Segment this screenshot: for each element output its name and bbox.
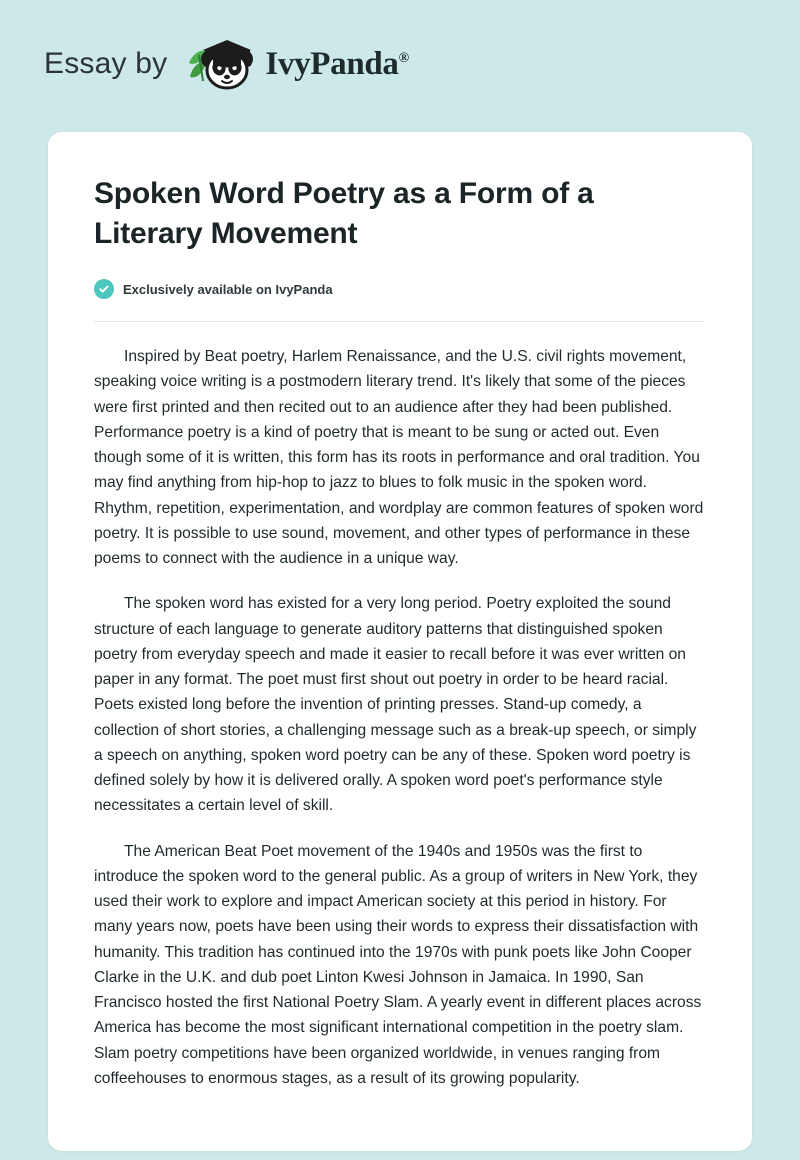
article-body [76, 344, 722, 1091]
document-card [48, 132, 752, 1151]
panda-graduate-icon [183, 33, 261, 95]
status-badge: Exclusively available on IvyPanda [123, 281, 333, 297]
paragraph: Inspired by Beat poetry, Harlem Renaissance, and the U.S. civil rights movement, speaking voice writing is a postmodern literary trend. It's likely that some of the pieces were first printed and then recited out to an audience after they had been published. Performance poetry is a kind of poetry that is meant to be sung or acted out. Even though some of it is written, this form has its roots in performance and oral tradition. You may find anything from hip-hop to jazz to blues to folk music in the spoken word. Rhythm, repetition, experimentation, and wordplay are common features of spoken word poetry. It is possible to use sound, movement, and other types of performance in these poems to connect with the audience in a unique way. [94, 348, 704, 568]
check-circle-icon [94, 279, 114, 299]
site-header [0, 0, 800, 90]
brand-name-text: IvyPanda [265, 45, 399, 82]
title-divider [94, 321, 704, 322]
brand-trademark: ® [398, 50, 409, 66]
paragraph: The American Beat Poet movement of the 1940s and 1950s was the first to introduce the spoken word to the general public. As a group of writers in New York, they used their work to explore and impact American society at this period in history. For many years now, poets have been using their words to express their dissatisfaction with humanity. This tradition has continued into the 1970s with punk poets like John Cooper Clarke in the U.K. and dub poet Linton Kwesi Johnson in Jamaica. In 1990, San Francisco hosted the first National Poetry Slam. A yearly event in different places across America has become the most significant international competition in the poetry slam. Slam poetry competitions have been organized worldwide, in venues ranging from coffeehouses to enormous stages, as a result of its growing popularity. [94, 842, 702, 1087]
exclusive-badge [76, 279, 722, 299]
brand-name [265, 46, 408, 83]
paragraph: The spoken word has existed for a very long period. Poetry exploited the sound structure of each language to generate auditory patterns that distinguished spoken poetry from everyday speech and made it easier to recall before it was ever written on paper in any format. The poet must first shout out poetry in order to be heard racial. Poets existed long before the invention of printing presses. Stand-up comedy, a collection of short stories, a challenging message such as a break-up speech, or simply a speech on anything, spoken word poetry can be any of these. Spoken word poetry is defined solely by how it is delivered orally. A spoken word poet's performance style necessitates a certain level of skill. [94, 595, 697, 815]
essay-by-label: Essay by [44, 47, 168, 80]
ivypanda-logo[interactable] [183, 33, 408, 95]
page-title: Spoken Word Poetry as a Form of a Literary Movement [94, 177, 594, 250]
